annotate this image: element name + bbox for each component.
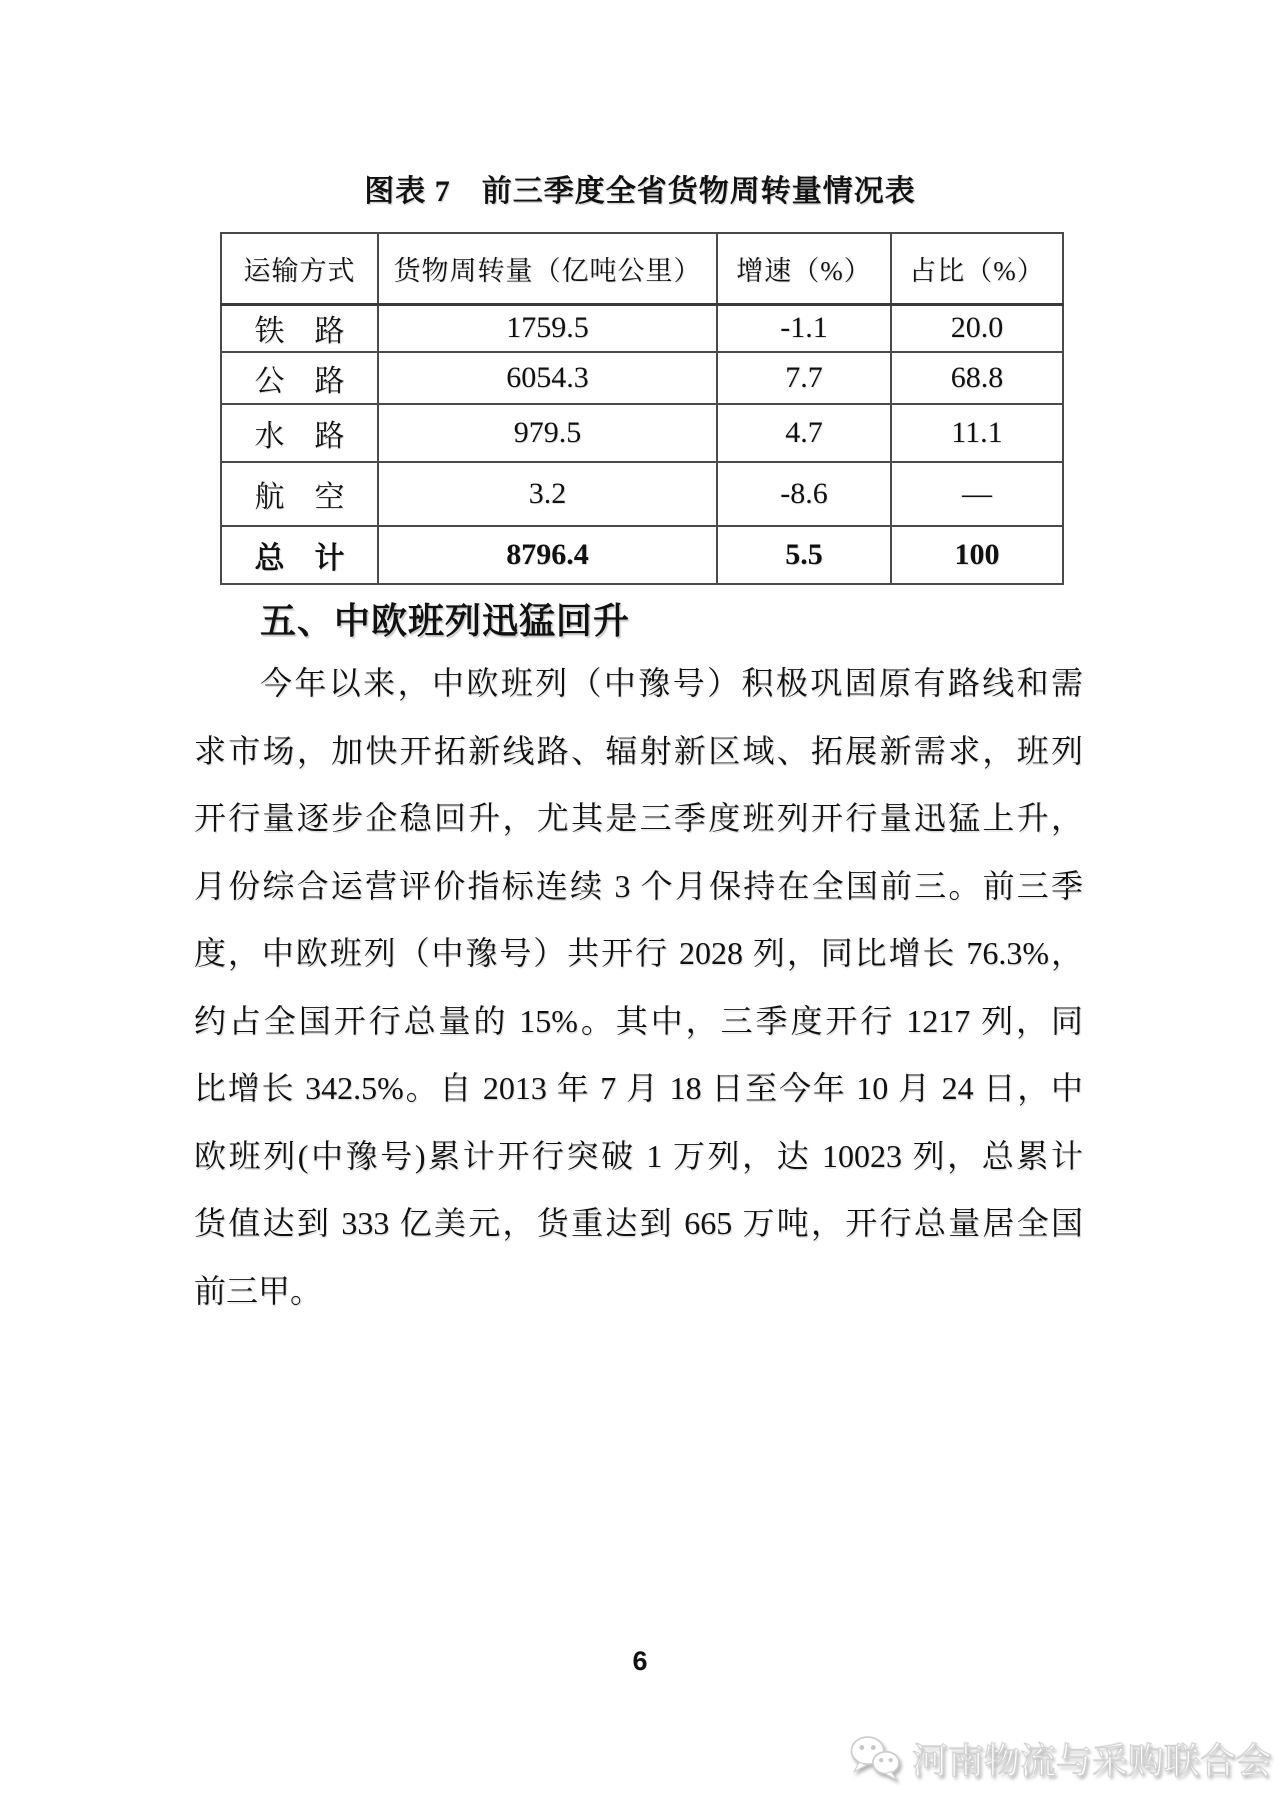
col-header-share: 占比（%） <box>891 233 1063 304</box>
table-header-row <box>221 233 1063 304</box>
paragraph-line: 月份综合运营评价指标连续 3 个月保持在全国前三。前三季 <box>194 867 1083 904</box>
paragraph-line: 度，中欧班列（中豫号）共开行 2028 列，同比增长 76.3%， <box>194 935 1083 971</box>
table-row-total <box>221 526 1063 584</box>
paragraph-line: 货值达到 333 亿美元，货重达到 665 万吨，开行总量居全国 <box>194 1205 1083 1241</box>
cell-share: 68.8 <box>891 352 1063 404</box>
cell-share: — <box>891 462 1063 526</box>
table-row-highway <box>221 352 1063 404</box>
col-header-turnover: 货物周转量（亿吨公里） <box>378 233 717 304</box>
body-paragraph <box>194 650 1083 1325</box>
wechat-bubbles-icon <box>848 1735 904 1781</box>
paragraph-line: 求市场，加快开拓新线路、辐射新区域、拓展新需求，班列 <box>194 732 1083 769</box>
figure-title: 图表 7 前三季度全省货物周转量情况表 <box>364 175 916 208</box>
paragraph-line: 比增长 342.5%。自 2013 年 7 月 18 日至今年 10 月 24 日，中 <box>194 1070 1083 1106</box>
cell-turnover: 6054.3 <box>378 352 717 404</box>
paragraph-line: 前三甲。 <box>194 1272 323 1309</box>
cell-turnover: 3.2 <box>378 462 717 526</box>
watermark-text: 河南物流与采购联合会 <box>912 1739 1273 1781</box>
paragraph-line: 欧班列(中豫号)累计开行突破 1 万列，达 10023 列，总累计 <box>194 1137 1083 1174</box>
cell-turnover: 8796.4 <box>378 526 717 584</box>
cell-share: 20.0 <box>891 304 1063 352</box>
cell-share: 11.1 <box>891 404 1063 462</box>
cell-mode: 铁 路 <box>221 304 378 352</box>
freight-turnover-table <box>220 232 1064 585</box>
cell-turnover: 979.5 <box>378 404 717 462</box>
paragraph-line: 开行量逐步企稳回升，尤其是三季度班列开行量迅猛上升， <box>194 800 1083 836</box>
watermark <box>848 1732 1272 1784</box>
cell-growth: 4.7 <box>717 404 891 462</box>
table-row-aviation <box>221 462 1063 526</box>
cell-growth: -1.1 <box>717 304 891 352</box>
table-row-waterway <box>221 404 1063 462</box>
table-row-railway <box>221 304 1063 352</box>
page-number: 6 <box>632 1646 648 1676</box>
cell-share: 100 <box>891 526 1063 584</box>
cell-growth: -8.6 <box>717 462 891 526</box>
section-heading: 五、中欧班列迅猛回升 <box>260 600 631 641</box>
cell-turnover: 1759.5 <box>378 304 717 352</box>
cell-growth: 5.5 <box>717 526 891 584</box>
cell-mode: 水 路 <box>221 404 378 462</box>
cell-growth: 7.7 <box>717 352 891 404</box>
paragraph-line: 今年以来，中欧班列（中豫号）积极巩固原有路线和需 <box>260 665 1083 701</box>
cell-mode: 航 空 <box>221 462 378 526</box>
cell-mode: 公 路 <box>221 352 378 404</box>
cell-mode: 总 计 <box>221 526 378 584</box>
col-header-growth: 增速（%） <box>717 233 891 304</box>
col-header-transport-mode: 运输方式 <box>221 233 378 304</box>
paragraph-line: 约占全国开行总量的 15%。其中，三季度开行 1217 列，同 <box>194 1002 1083 1039</box>
